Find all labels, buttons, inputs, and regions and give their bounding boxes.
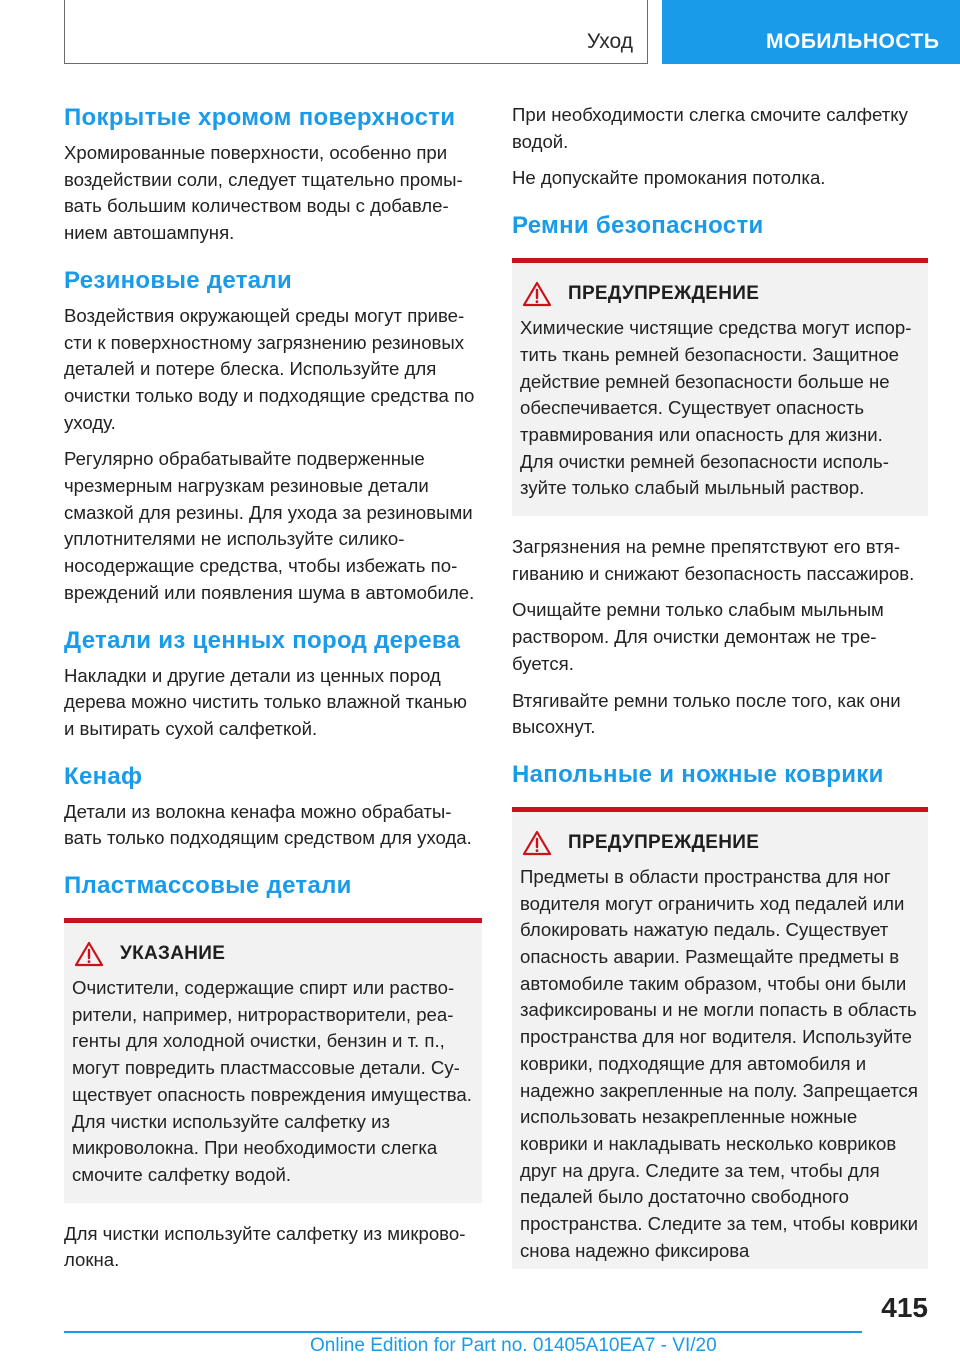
section-rubber [64,265,482,607]
warning-box-belts [512,258,928,516]
warning-title-mats: ПРЕДУПРЕЖДЕНИЕ [568,831,760,853]
header-chapter-title: МОБИЛЬНОСТЬ [766,30,940,53]
heading-rubber: Резиновые детали [64,266,293,294]
section-kenaf [64,761,482,852]
header-chapter-tab [662,0,960,64]
notice-text-plastic: Очистители, содержащие спирт или растворители, например, нитрорастворители, реагенты для холодной очистки, бензин и т. п., могут повредить пластмассовые детали. Существует опасность повреждения имущества. Для чистки используйте салфетку из микроволокна. При необходимости слегка смочите салфетку водой. [72,977,472,1185]
text-continued-1: При необходимости слегка смочите салфетку водой. [512,104,908,152]
footer-edition: Online Edition for Part no. 01405A10EA7 - VI/20 [310,1335,717,1356]
footer-divider [64,1331,862,1333]
warning-title-row-belts [520,281,920,307]
heading-belts: Ремни безопасности [512,212,764,240]
text-belts-3: Втягивайте ремни только после того, как они высохнут. [512,689,901,738]
page-number: 415 [881,1292,928,1323]
text-continued-2: Не допускайте промокания потолка. [512,167,826,189]
heading-chrome: Покрытые хромом поверхности [64,104,456,131]
warning-box-mats [512,807,928,1269]
section-belts [512,210,928,741]
text-belts-2: Очищайте ремни только слабым мыльным раствором. Для очистки демонтаж не требуется. [512,599,884,674]
heading-kenaf: Кенаф [64,762,143,790]
right-column [512,102,928,1287]
warning-triangle-icon [522,281,552,307]
notice-title: УКАЗАНИЕ [120,943,226,965]
text-rubber-1: Воздействия окружающей среды могут привести к поверхностному загрязнению резиновых деталей и потере блеска. Используйте для очистки только воду и подходящие средства по уходу. [64,304,475,433]
left-column [64,102,482,1292]
section-wood [64,625,482,743]
warning-title-belts: ПРЕДУПРЕЖДЕНИЕ [568,283,760,305]
warning-text-mats: Предметы в области пространства для ног водителя могут ограничить ход педалей или блокировать нажатую педаль. Существует опасность аварии. Размещайте предметы в автомобиле таким образом, чтобы они были зафиксированы и не могли попасть в область пространства для ног водителя. Используйте коврики, подходящие для автомобиля и надежно закрепленные на полу. Запрещается использовать незакрепленные ножные коврики и накладывать несколько ковриков друг на друга. Следите за тем, чтобы для педалей было достаточно свободного пространства. Следите за тем, чтобы коврики снова надежно фиксирова [520,865,919,1261]
text-chrome: Хромированные поверхности, особенно при воздействии соли, следует тщательно промывать большим количеством воды с добавлением автошампуня. [64,142,463,244]
text-wood: Накладки и другие детали из ценных пород дерева можно чистить только влажной тканью и вытирать сухой салфеткой. [64,664,467,739]
warning-title-row-mats [520,830,920,856]
header-section-title: Уход [586,30,633,53]
notice-box-plastic [64,918,482,1203]
heading-wood: Детали из ценных пород дерева [64,626,461,654]
header-frame [64,0,648,64]
section-plastic [64,870,482,1274]
text-kenaf: Детали из волокна кенафа можно обрабатывать только подходящим средством для ухода. [64,800,472,849]
warning-text-belts: Химические чистящие средства могут испортить ткань ремней безопасности. Защитное действие ремней безопасности больше не обеспечивается. Существует опасность травмирования или опасность для жизни. Для очистки ремней безопасности используйте только слабый мыльный раствор. [520,317,912,499]
heading-plastic: Пластмассовые детали [64,872,352,900]
text-belts-1: Загрязнения на ремне препятствуют его втягиванию и снижают безопасность пассажиров. [512,536,915,584]
warning-triangle-icon [522,830,552,856]
section-mats [512,759,928,1269]
warning-triangle-icon [74,941,104,967]
section-chrome [64,102,482,247]
text-plastic-after: Для чистки используйте салфетку из микроволокна. [64,1222,466,1271]
heading-mats: Напольные и ножные коврики [512,760,884,788]
notice-title-row [72,941,474,967]
text-rubber-2: Регулярно обрабатывайте подверженные чрезмерным нагрузкам резиновые детали смазкой для резины. Для ухода за резиновыми уплотнителями не используйте силиконосодержащие средства, чтобы избежать повреждений или появления шума в автомобиле. [64,448,475,603]
